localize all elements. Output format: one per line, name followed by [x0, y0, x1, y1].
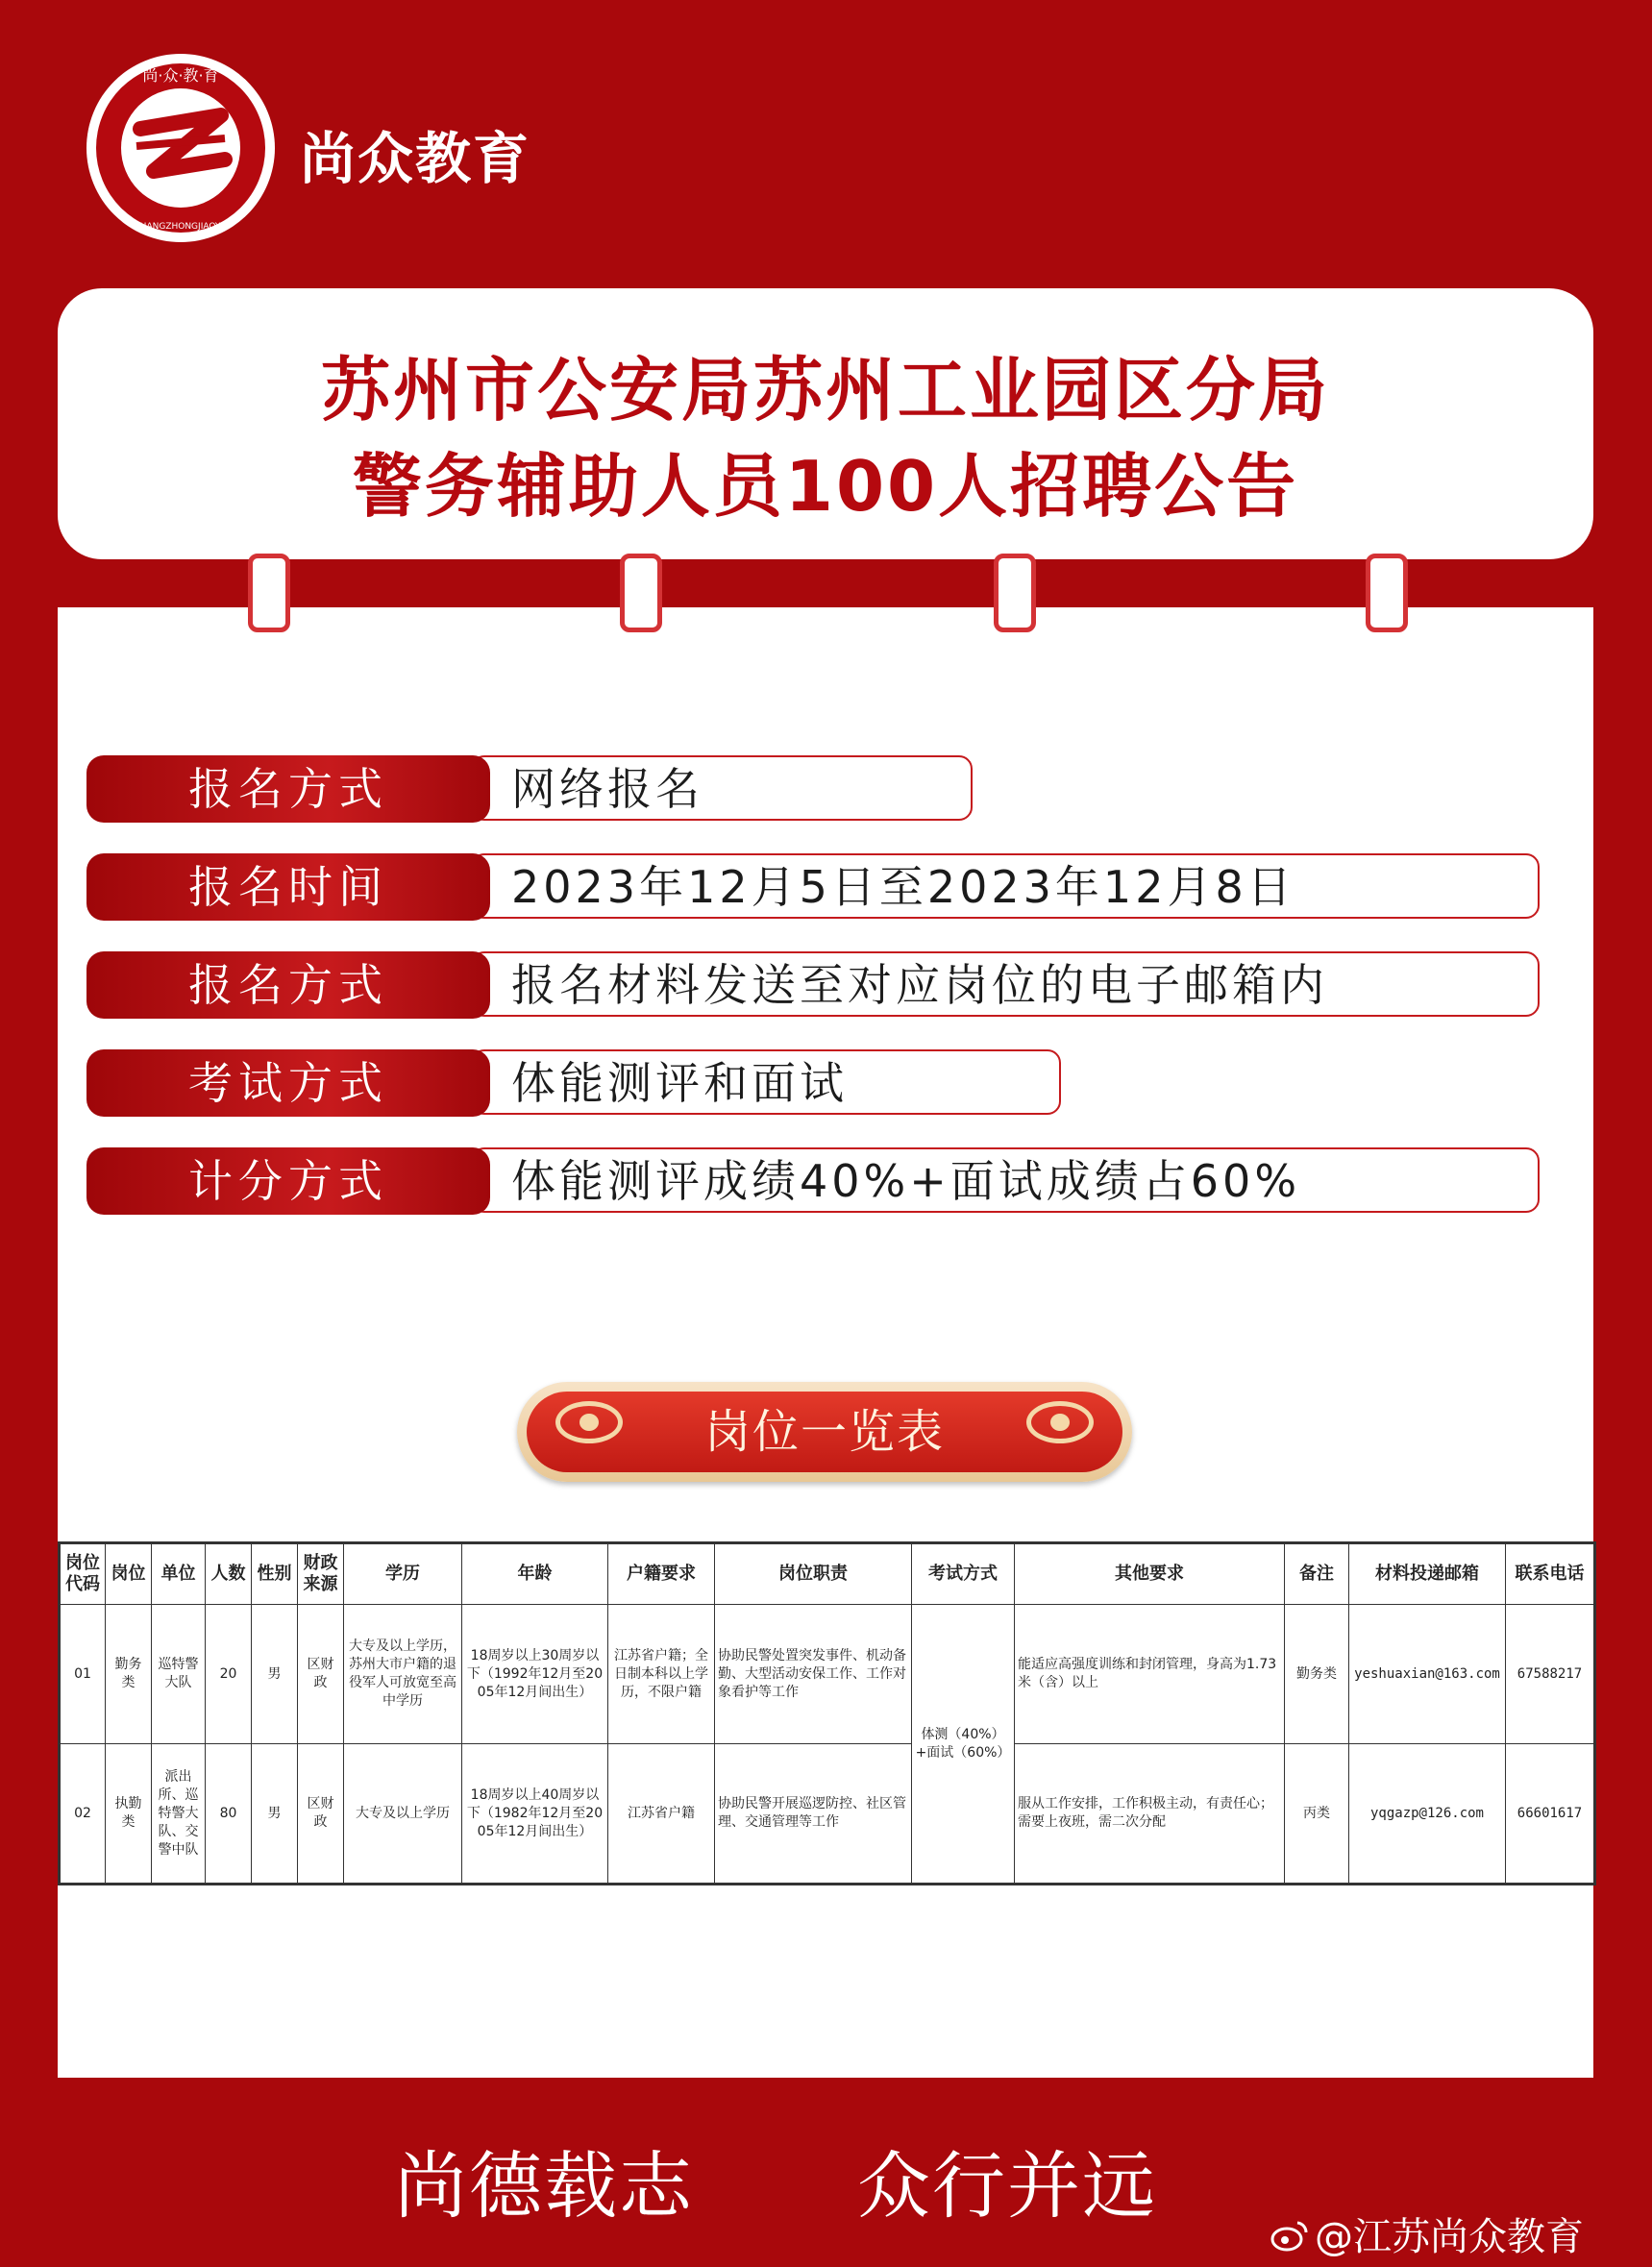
section-header — [517, 1382, 1132, 1482]
column-header: 岗位职责 — [715, 1543, 912, 1605]
column-header: 材料投递邮箱 — [1349, 1543, 1506, 1605]
column-header: 岗位代码 — [60, 1543, 106, 1605]
info-value: 体能测评成绩40%+面试成绩占60% — [471, 1147, 1540, 1213]
info-value: 报名材料发送至对应岗位的电子邮箱内 — [471, 951, 1540, 1017]
cell-education: 大专及以上学历，苏州大市户籍的退役军人可放宽至高中学历 — [344, 1605, 462, 1744]
cell-email[interactable]: yqgazp@126.com — [1349, 1744, 1506, 1885]
cell-unit: 巡特警大队 — [152, 1605, 206, 1744]
slogan-right: 众行并远 — [857, 2143, 1157, 2229]
cell-other: 服从工作安排，工作积极主动，有责任心；需要上夜班，需二次分配 — [1015, 1744, 1285, 1885]
cell-note: 丙类 — [1285, 1744, 1349, 1885]
info-label: 报名方式 — [86, 755, 490, 823]
cell-age: 18周岁以上40周岁以下（1982年12月至2005年12月间出生） — [462, 1744, 608, 1885]
weibo-icon — [1270, 2217, 1309, 2261]
table-row — [60, 1605, 1595, 1744]
info-value: 2023年12月5日至2023年12月8日 — [471, 853, 1540, 919]
cell-funding: 区财政 — [298, 1605, 344, 1744]
slogan-left: 尚德载志 — [394, 2143, 694, 2229]
column-header: 财政来源 — [298, 1543, 344, 1605]
cell-age: 18周岁以上30周岁以下（1992年12月至2005年12月间出生） — [462, 1605, 608, 1744]
column-header: 户籍要求 — [608, 1543, 715, 1605]
logo-ring-text: 尚·众·教·育 — [142, 66, 219, 85]
cell-post: 勤务类 — [106, 1605, 152, 1744]
page-title-line1: 苏州市公安局苏州工业园区分局 — [320, 350, 1330, 431]
info-value: 体能测评和面试 — [471, 1049, 1061, 1115]
title-card — [58, 288, 1593, 559]
section-title: 岗位一览表 — [527, 1392, 1122, 1472]
brand-logo — [85, 52, 277, 244]
page-title-line2: 警务辅助人员100人招聘公告 — [352, 446, 1299, 527]
cell-code: 01 — [60, 1605, 106, 1744]
cell-unit: 派出所、巡特警大队、交警中队 — [152, 1744, 206, 1885]
cell-phone: 66601617 — [1506, 1744, 1595, 1885]
table-header-row — [60, 1543, 1595, 1605]
brand-name: 尚众教育 — [300, 126, 531, 191]
cell-duty: 协助民警开展巡逻防控、社区管理、交通管理等工作 — [715, 1744, 912, 1885]
job-table — [58, 1541, 1596, 1885]
column-header: 性别 — [252, 1543, 298, 1605]
cell-other: 能适应高强度训练和封闭管理，身高为1.73米（含）以上 — [1015, 1605, 1285, 1744]
cell-hukou: 江苏省户籍 — [608, 1744, 715, 1885]
binder-tab — [248, 554, 290, 632]
cell-hukou: 江苏省户籍；全日制本科以上学历，不限户籍 — [608, 1605, 715, 1744]
binder-tab — [994, 554, 1036, 632]
column-header: 年龄 — [462, 1543, 608, 1605]
column-header: 备注 — [1285, 1543, 1349, 1605]
column-header: 学历 — [344, 1543, 462, 1605]
column-header: 单位 — [152, 1543, 206, 1605]
cell-note: 勤务类 — [1285, 1605, 1349, 1744]
column-header: 人数 — [206, 1543, 252, 1605]
cell-count: 20 — [206, 1605, 252, 1744]
cell-email[interactable]: yeshuaxian@163.com — [1349, 1605, 1506, 1744]
ornament-icon — [1026, 1401, 1094, 1443]
cell-education: 大专及以上学历 — [344, 1744, 462, 1885]
weibo-text: @江苏尚众教育 — [1315, 2215, 1584, 2259]
cell-exam-method: 体测（40%）+面试（60%） — [912, 1605, 1015, 1885]
column-header: 联系电话 — [1506, 1543, 1595, 1605]
info-label: 计分方式 — [86, 1147, 490, 1215]
cell-count: 80 — [206, 1744, 252, 1885]
logo-sub-text: SHANGZHONGJIAOYU — [134, 222, 228, 232]
column-header: 考试方式 — [912, 1543, 1015, 1605]
info-label: 考试方式 — [86, 1049, 490, 1117]
cell-code: 02 — [60, 1744, 106, 1885]
cell-phone: 67588217 — [1506, 1605, 1595, 1744]
weibo-handle[interactable] — [1270, 2206, 1584, 2261]
info-label: 报名时间 — [86, 853, 490, 921]
cell-funding: 区财政 — [298, 1744, 344, 1885]
ornament-icon — [555, 1401, 623, 1443]
table-row — [60, 1744, 1595, 1885]
binder-tab — [1366, 554, 1408, 632]
cell-post: 执勤类 — [106, 1744, 152, 1885]
info-value: 网络报名 — [471, 755, 973, 821]
logo-emblem-icon — [85, 52, 277, 244]
cell-gender: 男 — [252, 1605, 298, 1744]
column-header: 其他要求 — [1015, 1543, 1285, 1605]
column-header: 岗位 — [106, 1543, 152, 1605]
cell-duty: 协助民警处置突发事件、机动备勤、大型活动安保工作、工作对象看护等工作 — [715, 1605, 912, 1744]
cell-gender: 男 — [252, 1744, 298, 1885]
info-label: 报名方式 — [86, 951, 490, 1019]
binder-tab — [620, 554, 662, 632]
